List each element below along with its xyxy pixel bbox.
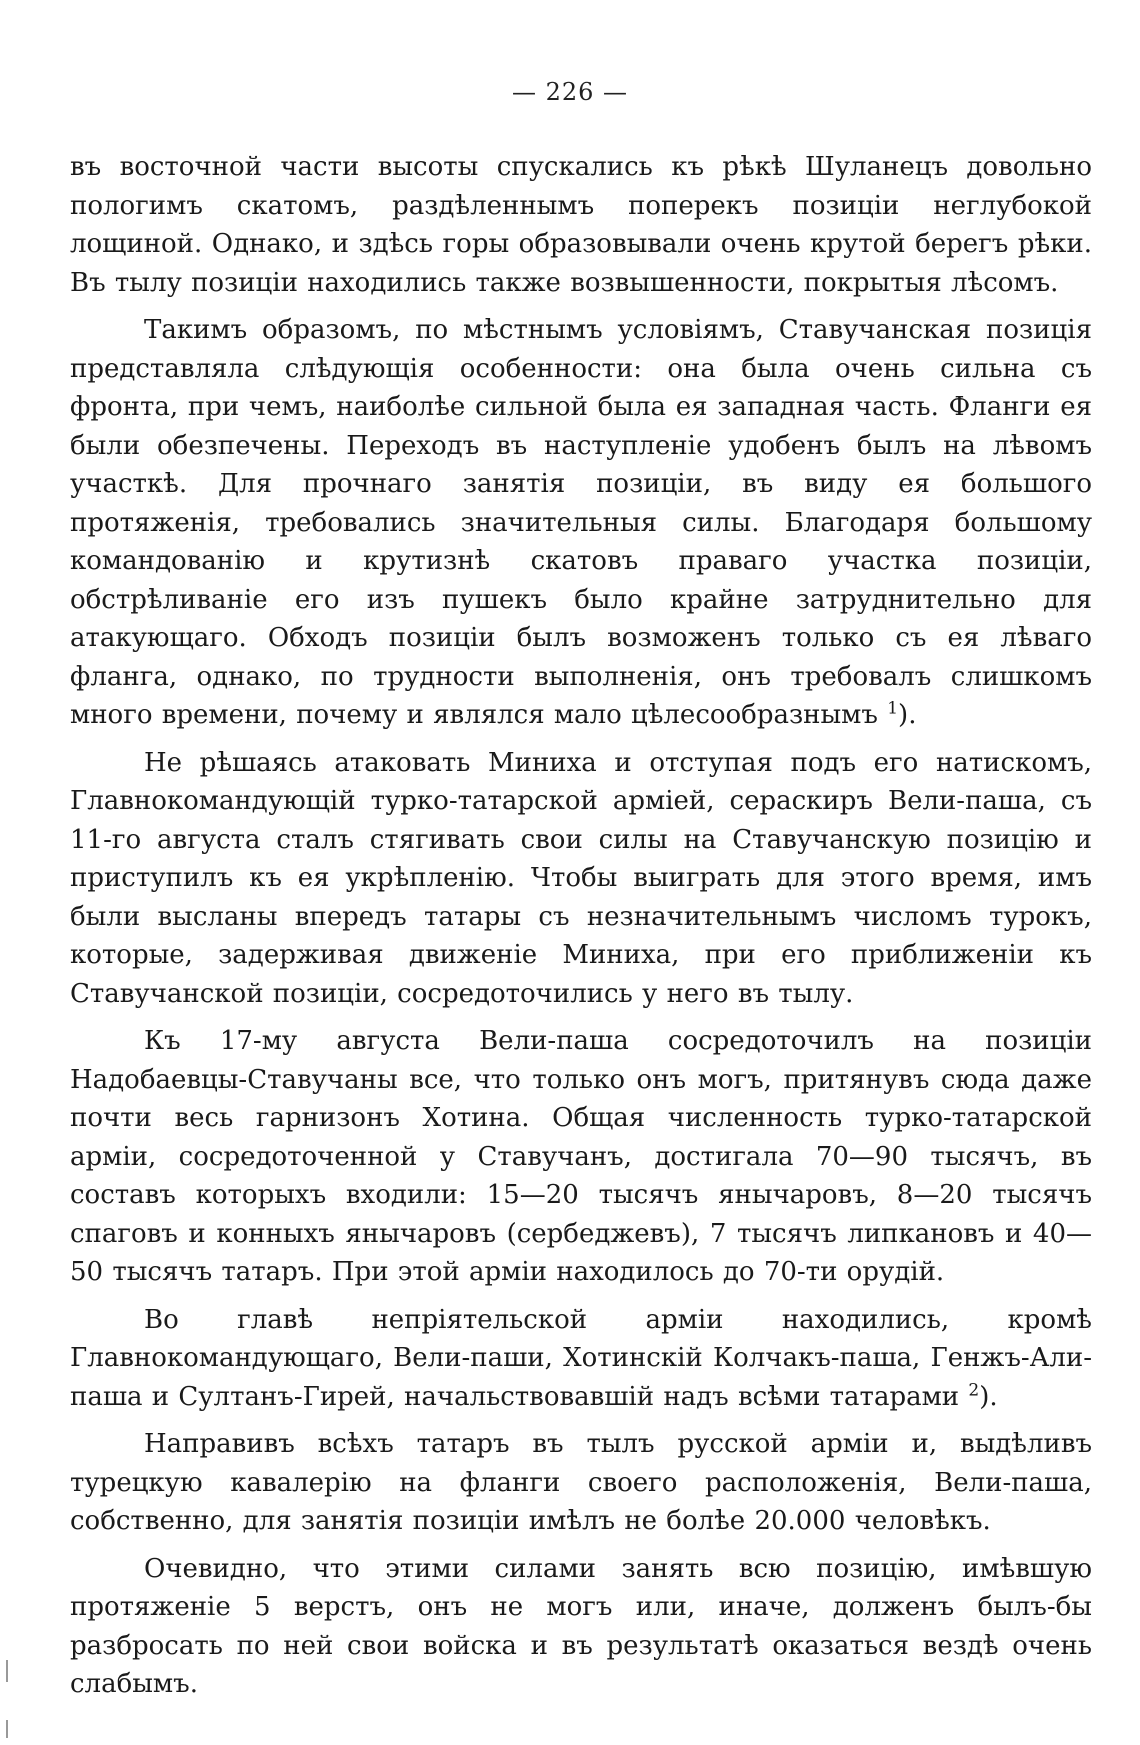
paragraph-6: [70, 1425, 1092, 1541]
paragraph-6-text: Направивъ всѣхъ татаръ въ тылъ русской арміи и, выдѣливъ турецкую кавалерію на фланги своего расположенія, Вели-паша, собственно, для занятія позиціи имѣлъ не болѣе 20.000 человѣкъ.: [70, 1429, 1092, 1536]
paragraph-4-text: Къ 17-му августа Вели-паша сосредоточилъ на позиціи Надобаевцы-Ставучаны все, что только онъ могъ, притянувъ сюда даже почти весь гарнизонъ Хотина. Общая численность турко-татарской арміи, сосредоточенной у Ставучанъ, достигала 70—90 тысячъ, въ составъ которыхъ входили: 15—20 тысячъ янычаровъ, 8—20 тысячъ спаговъ и конныхъ янычаровъ (сербеджевъ), 7 тысячъ липкановъ и 40—50 тысячъ татаръ. При этой арміи находилось до 70-ти орудій.: [70, 1026, 1092, 1287]
paragraph-2: [70, 311, 1092, 735]
paragraph-3: [70, 744, 1092, 1014]
paragraph-2-text: Такимъ образомъ, по мѣстнымъ условіямъ, Ставучанская позиція представляла слѣдующія особенности: она была очень сильна съ фронта, при чемъ, наиболѣе сильной была ея западная часть. Фланги ея были обезпечены. Переходъ въ наступленіе удобенъ былъ на лѣвомъ участкѣ. Для прочнаго занятія позиціи, въ виду ея большого протяженія, требовались значительныя силы. Благодаря большому командованію и крутизнѣ скатовъ праваго участка позиціи, обстрѣливаніе его изъ пушекъ было крайне затруднительно для атакующаго. Обходъ позиціи былъ возможенъ только съ ея лѣваго фланга, однако, по трудности выполненія, онъ требовалъ слишкомъ много времени, почему и являлся мало цѣлесообразнымъ: [70, 315, 1092, 730]
margin-scan-mark-bottom: [6, 1720, 8, 1738]
page-number: — 226 —: [511, 78, 629, 106]
paragraph-2-tail: ).: [898, 700, 917, 730]
paragraph-5-text: Во главѣ непріятельской арміи находились, кромѣ Главнокомандующаго, Вели-паши, Хотинскій Колчакъ-паша, Генжъ-Али-паша и Султанъ-Гирей, начальствовавшій надъ всѣми татарами: [70, 1304, 1092, 1412]
paragraph-7: [70, 1550, 1092, 1704]
paragraph-5-tail: ).: [979, 1381, 998, 1412]
paragraph-1-text: въ восточной части высоты спускались къ рѣкѣ Шуланецъ довольно пологимъ скатомъ, раздѣленнымъ поперекъ позиціи неглубокой лощиной. Однако, и здѣсь горы образовывали очень крутой берегъ рѣки. Въ тылу позиціи находились также возвышенности, покрытыя лѣсомъ.: [70, 152, 1092, 298]
paragraph-3-text: Не рѣшаясь атаковать Миниха и отступая подъ его натискомъ, Главнокомандующій турко-татарской арміей, сераскиръ Вели-паша, съ 11-го августа сталъ стягивать свои силы на Ставучанскую позицію и приступилъ къ ея укрѣпленію. Чтобы выиграть для этого время, имъ были высланы впередъ татары съ незначительнымъ числомъ турокъ, которые, задерживая движеніе Миниха, при его приближеніи къ Ставучанской позиціи, сосредоточились у него въ тылу.: [70, 747, 1092, 1009]
paragraph-1: [70, 148, 1092, 302]
text-body: [70, 148, 1092, 1713]
paragraph-4: [70, 1022, 1092, 1292]
paragraph-7-text: Очевидно, что этими силами занять всю позицію, имѣвшую протяженіе 5 верстъ, онъ не могъ или, иначе, долженъ былъ-бы разбросать по ней свои войска и въ результатѣ оказаться вездѣ очень слабымъ.: [70, 1553, 1092, 1699]
margin-scan-mark: [6, 1660, 8, 1682]
footnote-mark-2: 2: [968, 1379, 980, 1400]
footnote-mark-1: 1: [887, 698, 899, 719]
paragraph-5: [70, 1301, 1092, 1417]
